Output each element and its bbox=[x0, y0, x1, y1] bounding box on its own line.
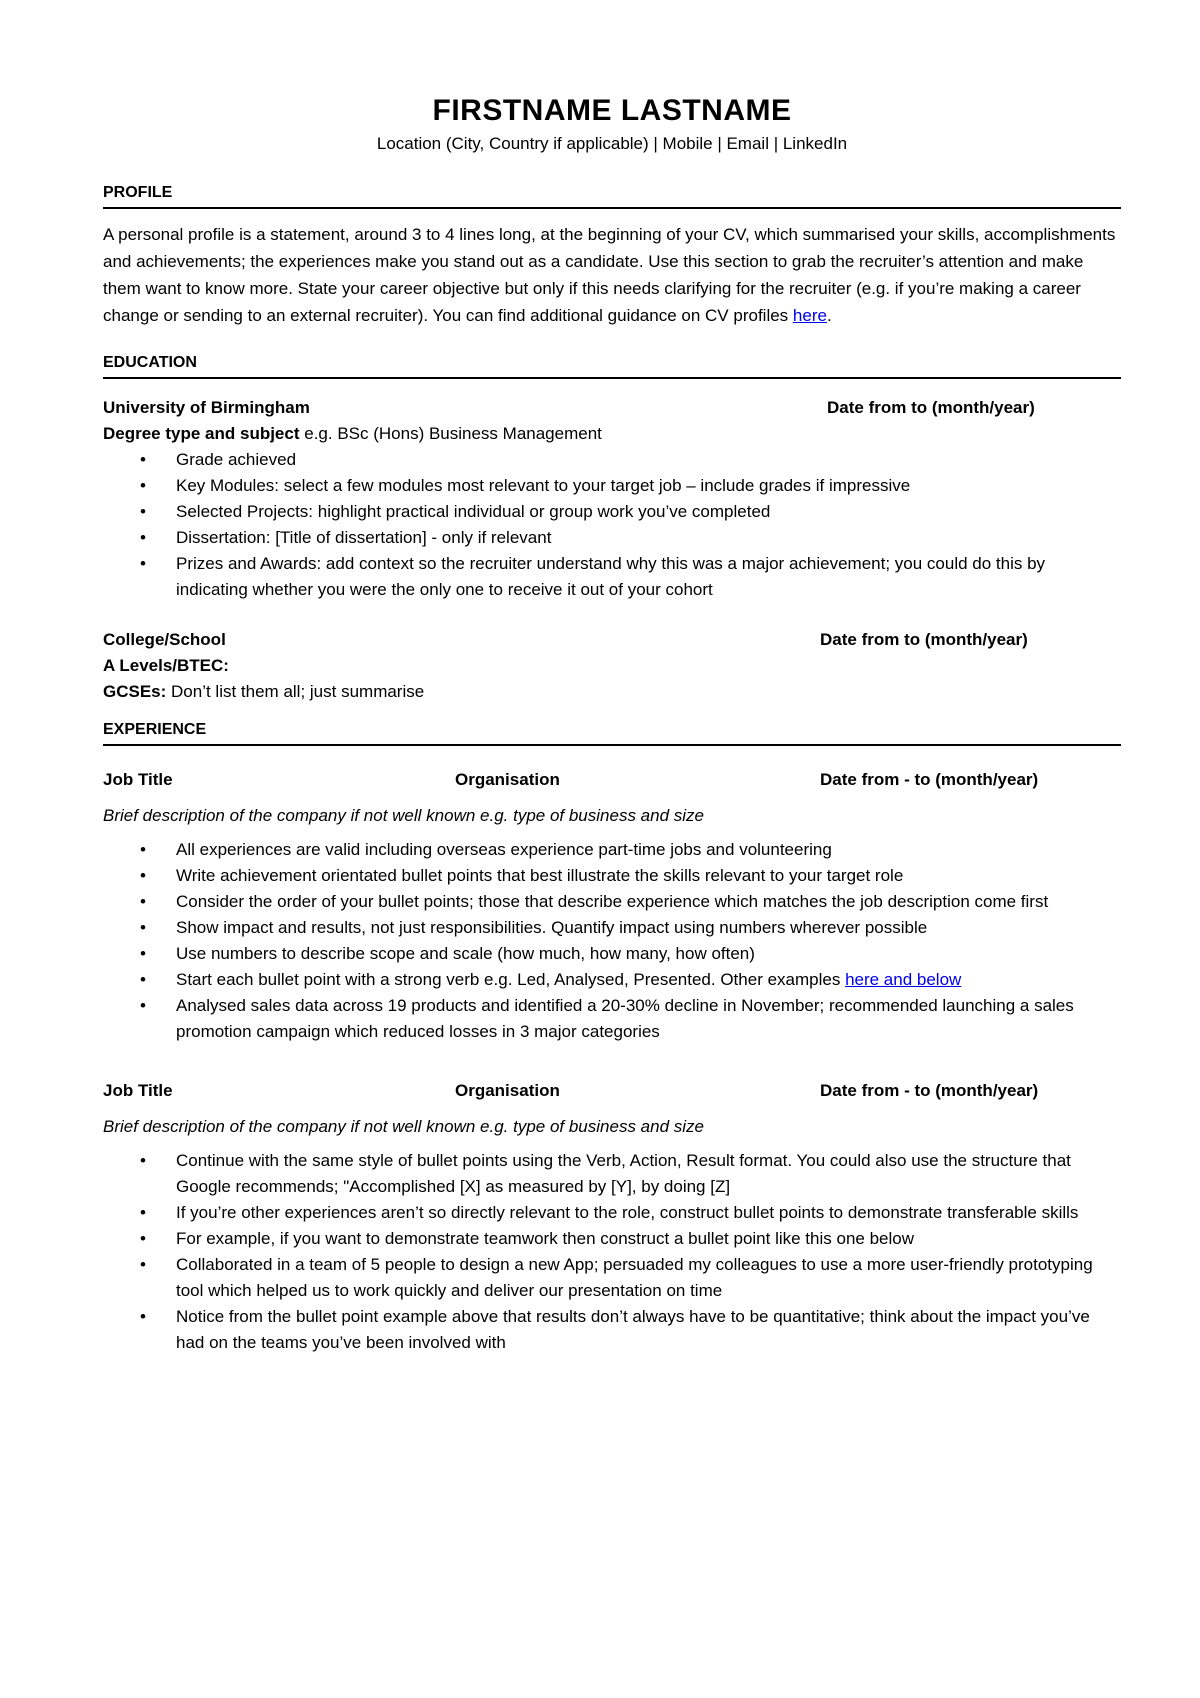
job-description: Brief description of the company if not well known e.g. type of business and size bbox=[103, 1117, 704, 1136]
degree-line bbox=[103, 421, 1121, 447]
bullet-icon: • bbox=[140, 528, 146, 547]
bullet-text: If you’re other experiences aren’t so directly relevant to the role, construct bullet points to demonstrate transferable skills bbox=[176, 1203, 1079, 1222]
degree-label: Degree type and subject bbox=[103, 424, 300, 443]
job-organisation: Organisation bbox=[455, 770, 560, 789]
bullet-icon: • bbox=[140, 1255, 146, 1274]
bullet-text: Show impact and results, not just responsibilities. Quantify impact using numbers wherever possible bbox=[176, 918, 928, 937]
bullet-text: Selected Projects: highlight practical individual or group work you’ve completed bbox=[176, 502, 771, 521]
bullet-text: Prizes and Awards: add context so the recruiter understand why this was a major achievement; you could do this by indicating whether you were the only one to receive it out of your cohort bbox=[176, 554, 1046, 599]
bullet-icon: • bbox=[140, 970, 146, 989]
job-header-row bbox=[103, 1078, 1121, 1104]
contact-line: Location (City, Country if applicable) | Mobile | Email | LinkedIn bbox=[376, 134, 848, 153]
university-bullets bbox=[103, 447, 1121, 603]
bullet-icon: • bbox=[140, 944, 146, 963]
list-item bbox=[103, 915, 1121, 941]
list-item bbox=[103, 837, 1121, 863]
list-item bbox=[103, 551, 1121, 603]
profile-body: A personal profile is a statement, around 3 to 4 lines long, at the beginning of your CV, which summarised your skills, accomplishments and achievements; the experiences make you stand out as a candidate. Use this section to grab the recruiter’s attention and make them want to know more. State your career objective but only if this needs clarifying for the recruiter (e.g. if you’re making a career change or sending to an external recruiter). You can find additional guidance on CV profiles bbox=[103, 225, 1116, 325]
job-header-row bbox=[103, 767, 1121, 793]
bullet-text: For example, if you want to demonstrate teamwork then construct a bullet point like this one below bbox=[176, 1229, 914, 1248]
job-date: Date from - to (month/year) bbox=[820, 770, 1039, 789]
bullet-text: Collaborated in a team of 5 people to design a new App; persuaded my colleagues to use a more user-friendly prototyping tool which helped us to work quickly and deliver our presentation on time bbox=[176, 1255, 1093, 1300]
profile-heading: PROFILE bbox=[103, 182, 1121, 209]
college-entry bbox=[103, 627, 1121, 705]
list-item bbox=[103, 499, 1121, 525]
job-entry-2 bbox=[103, 1078, 1121, 1356]
profile-guidance-link[interactable]: here bbox=[792, 306, 827, 325]
list-item bbox=[103, 525, 1121, 551]
bullet-icon: • bbox=[140, 996, 146, 1015]
profile-section bbox=[103, 182, 1121, 329]
bullet-icon: • bbox=[140, 554, 146, 573]
college-row bbox=[103, 627, 1121, 653]
list-item bbox=[103, 473, 1121, 499]
list-item bbox=[103, 889, 1121, 915]
bullet-icon: • bbox=[140, 866, 146, 885]
bullet-icon: • bbox=[140, 502, 146, 521]
bullet-text: Use numbers to describe scope and scale (how much, how many, how often) bbox=[176, 944, 755, 963]
college-name: College/School bbox=[103, 630, 226, 649]
job-organisation: Organisation bbox=[455, 1081, 560, 1100]
education-heading: EDUCATION bbox=[103, 352, 1121, 379]
list-item bbox=[103, 967, 1121, 993]
bullet-icon: • bbox=[140, 1203, 146, 1222]
education-section bbox=[103, 352, 1121, 705]
profile-end: . bbox=[826, 306, 832, 325]
list-item bbox=[103, 1226, 1121, 1252]
job-bullets bbox=[103, 1148, 1121, 1356]
profile-text bbox=[103, 221, 1121, 329]
bullet-icon: • bbox=[140, 892, 146, 911]
job-title: Job Title bbox=[103, 770, 173, 789]
gcse-text: Don’t list them all; just summarise bbox=[166, 682, 425, 701]
job-title: Job Title bbox=[103, 1081, 173, 1100]
list-item bbox=[103, 863, 1121, 889]
university-date: Date from to (month/year) bbox=[827, 398, 1035, 417]
list-item bbox=[103, 1200, 1121, 1226]
degree-text: e.g. BSc (Hons) Business Management bbox=[299, 424, 602, 443]
list-item bbox=[103, 941, 1121, 967]
verb-examples-link[interactable]: here and below bbox=[845, 970, 962, 989]
bullet-text: Analysed sales data across 19 products and identified a 20-30% decline in November; recommended launching a sales promotion campaign which reduced losses in 3 major categories bbox=[176, 996, 1074, 1041]
alevels-line: A Levels/BTEC: bbox=[103, 656, 229, 675]
job-bullets bbox=[103, 837, 1121, 1045]
university-name: University of Birmingham bbox=[103, 398, 310, 417]
list-item bbox=[103, 1252, 1121, 1304]
list-item bbox=[103, 993, 1121, 1045]
gcse-label: GCSEs: bbox=[103, 682, 167, 701]
experience-heading: EXPERIENCE bbox=[103, 719, 1121, 746]
bullet-text: Consider the order of your bullet points; those that describe experience which matches the job description come first bbox=[176, 892, 1049, 911]
cv-page bbox=[103, 92, 1121, 1356]
job-entry-1 bbox=[103, 767, 1121, 1045]
bullet-icon: • bbox=[140, 1151, 146, 1170]
bullet-text: Write achievement orientated bullet points that best illustrate the skills relevant to your target role bbox=[176, 866, 904, 885]
bullet-text: Grade achieved bbox=[176, 450, 297, 469]
bullet-text: Notice from the bullet point example above that results don’t always have to be quantitative; think about the impact you’ve had on the teams you’ve been involved with bbox=[176, 1307, 1090, 1352]
bullet-text: Start each bullet point with a strong verb e.g. Led, Analysed, Presented. Other examples bbox=[176, 970, 846, 989]
experience-section bbox=[103, 719, 1121, 1356]
bullet-icon: • bbox=[140, 476, 146, 495]
bullet-text: All experiences are valid including overseas experience part-time jobs and volunteering bbox=[176, 840, 832, 859]
bullet-text: Dissertation: [Title of dissertation] - only if relevant bbox=[176, 528, 552, 547]
list-item bbox=[103, 1148, 1121, 1200]
college-date: Date from to (month/year) bbox=[820, 630, 1028, 649]
bullet-icon: • bbox=[140, 840, 146, 859]
bullet-icon: • bbox=[140, 450, 146, 469]
job-date: Date from - to (month/year) bbox=[820, 1081, 1039, 1100]
university-entry bbox=[103, 395, 1121, 603]
list-item bbox=[103, 1304, 1121, 1356]
job-description: Brief description of the company if not well known e.g. type of business and size bbox=[103, 806, 704, 825]
bullet-icon: • bbox=[140, 1307, 146, 1326]
bullet-text: Continue with the same style of bullet points using the Verb, Action, Result format. You could also use the structure that Google recommends; "Accomplished [X] as measured by [Y], by doing [Z] bbox=[176, 1151, 1071, 1196]
bullet-text: Key Modules: select a few modules most relevant to your target job – include grades if impressive bbox=[176, 476, 911, 495]
gcse-line bbox=[103, 679, 1121, 705]
university-row bbox=[103, 395, 1121, 421]
bullet-icon: • bbox=[140, 918, 146, 937]
bullet-icon: • bbox=[140, 1229, 146, 1248]
candidate-name: FIRSTNAME LASTNAME bbox=[432, 94, 792, 127]
list-item bbox=[103, 447, 1121, 473]
